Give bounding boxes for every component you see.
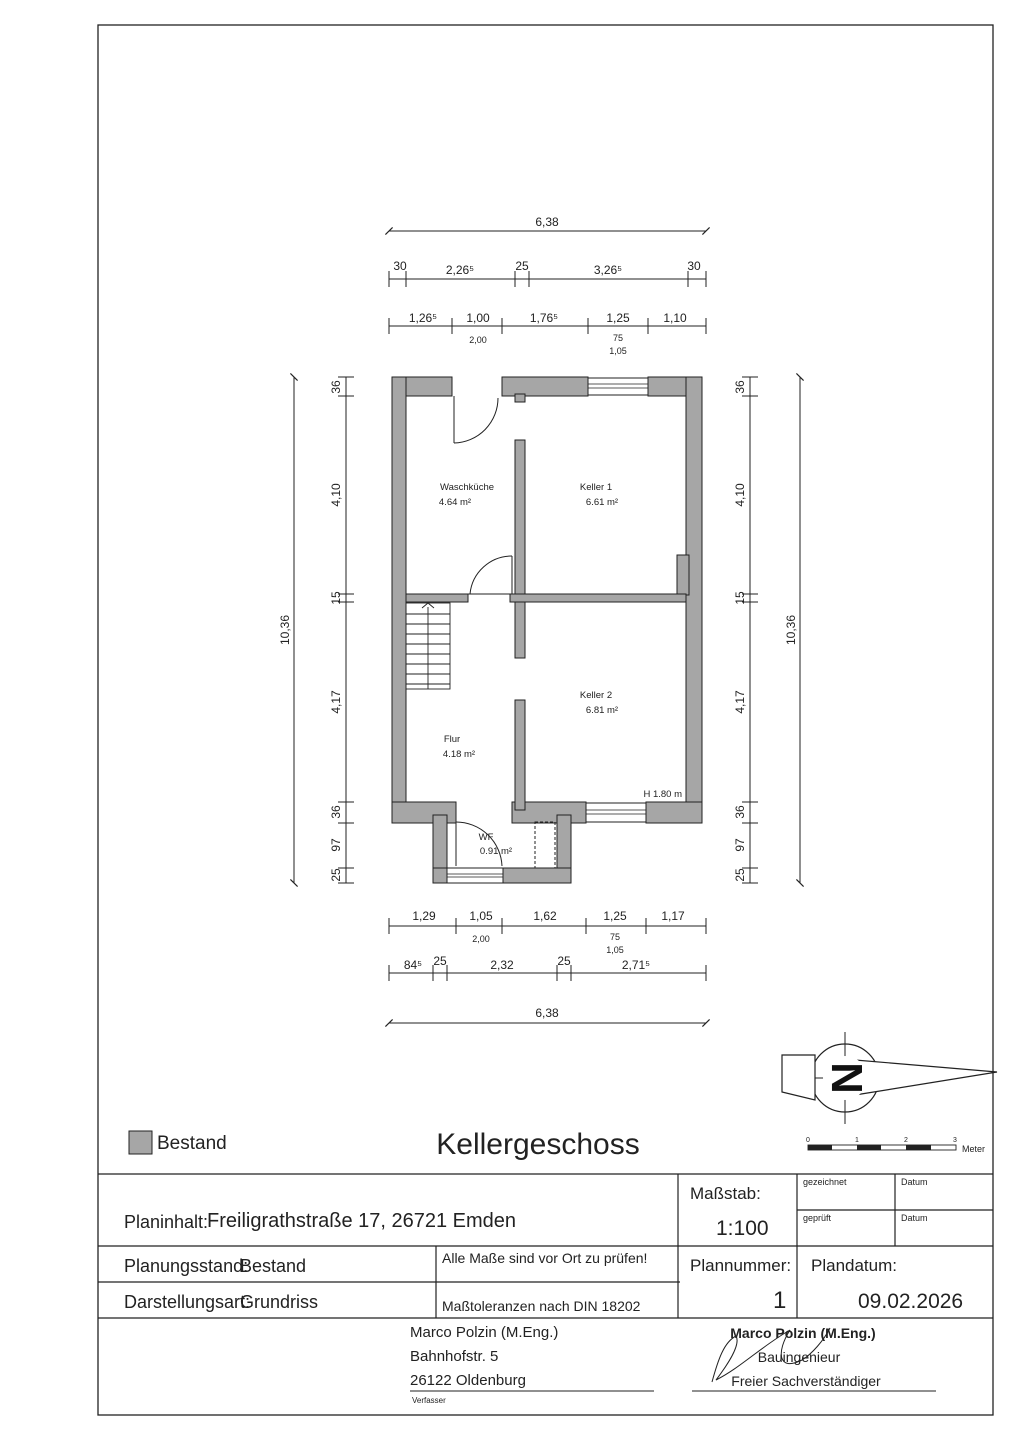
author-name: Marco Polzin (M.Eng.)	[410, 1324, 559, 1341]
note-check: Alle Maße sind vor Ort zu prüfen!	[442, 1250, 648, 1266]
datum-label-1: Datum	[901, 1177, 928, 1187]
planinhalt-value: Freiligrathstraße 17, 26721 Emden	[207, 1210, 517, 1232]
stamp-title: Bauingenieur	[757, 1349, 841, 1365]
wall-stub-top	[515, 394, 525, 402]
room-name-keller-2: Keller 2	[579, 690, 613, 701]
dim-top-r2-4: 1,10	[663, 311, 687, 325]
dim-left-0: 36	[329, 380, 343, 394]
scale-tick-1: 1	[855, 1137, 859, 1144]
plandatum-label: Plandatum:	[811, 1256, 897, 1275]
dim-bot-total: 6,38	[535, 1006, 559, 1020]
dimensions-top-text	[393, 215, 701, 356]
dim-bot-r1-2: 1,62	[533, 909, 557, 923]
dim-bot-r1-sub-1: 75	[609, 932, 621, 942]
dim-top-r2-3: 1,25	[606, 311, 630, 325]
dim-right-5: 97	[733, 838, 747, 852]
scale-unit: Meter	[962, 1144, 986, 1154]
datum-label-2: Datum	[901, 1213, 928, 1223]
dim-left-3: 4,17	[329, 690, 343, 714]
dim-top-r2-sub-0: 2,00	[469, 335, 487, 345]
stamp-role: Freier Sachverständiger	[731, 1373, 881, 1389]
window-bottom	[586, 803, 646, 822]
dim-bot-r1-sub-2: 1,05	[606, 945, 624, 955]
room-area-keller-1: 6.61 m²	[585, 497, 619, 508]
dim-bot-r2-1: 25	[433, 954, 447, 968]
page-title: Kellergeschoss	[436, 1128, 640, 1161]
gezeichnet-label: gezeichnet	[803, 1177, 847, 1187]
interior-wall-horizontal-left	[406, 594, 468, 602]
room-name-wf: WF	[478, 832, 494, 843]
dim-top-r2-0: 1,26⁵	[408, 311, 438, 325]
dim-left-2: 15	[329, 591, 343, 605]
title-block	[98, 1174, 993, 1391]
dim-right-0: 36	[733, 380, 747, 394]
massstab-value: 1:100	[716, 1217, 769, 1240]
interior-wall-vertical-lower	[515, 700, 525, 810]
dim-top-r2-sub-1: 75	[612, 333, 624, 343]
dim-top-r2-2: 1,76⁵	[529, 311, 559, 325]
interior-wall-vertical-upper	[515, 440, 525, 658]
dim-bot-r1-3: 1,25	[603, 909, 627, 923]
darstellungsart-value: Grundriss	[240, 1292, 319, 1312]
dim-left-total: 10,36	[278, 614, 292, 646]
dim-bot-r2-0: 84⁵	[403, 958, 423, 972]
dim-right-1: 4,10	[733, 483, 747, 507]
dim-right-2: 15	[733, 591, 747, 605]
dimensions-left-text	[278, 380, 343, 882]
planungsstand-value: Bestand	[240, 1256, 307, 1276]
dim-left-4: 36	[329, 805, 343, 819]
geprueft-label: geprüft	[803, 1213, 832, 1223]
dim-top-r2-1: 1,00	[466, 311, 490, 325]
dim-bot-r1-sub-0: 2,00	[472, 934, 490, 944]
plandatum-value: 09.02.2026	[858, 1290, 964, 1313]
dim-top-r1-3: 3,26⁵	[593, 263, 623, 277]
room-area-waschkueche: 4.64 m²	[438, 497, 472, 508]
window-annex	[447, 868, 503, 883]
wall-top-mid	[502, 377, 588, 396]
plannummer-label: Plannummer:	[690, 1256, 792, 1275]
dim-bot-r1-4: 1,17	[661, 909, 685, 923]
dim-left-1: 4,10	[329, 483, 343, 507]
dim-top-r1-0: 30	[393, 259, 407, 273]
north-arrow-letter: N	[823, 1062, 872, 1094]
stamp-name: Marco Polzin (M.Eng.)	[730, 1325, 876, 1341]
cabinet-wf	[535, 822, 555, 868]
author-street: Bahnhofstr. 5	[410, 1348, 499, 1365]
author-city: 26122 Oldenburg	[410, 1372, 526, 1389]
dim-bot-r1-1: 1,05	[469, 909, 493, 923]
dim-bot-r2-4: 2,71⁵	[621, 958, 651, 972]
wall-right	[686, 377, 702, 823]
wall-annex-bottom-right	[503, 868, 571, 883]
north-arrow-icon	[782, 1032, 997, 1124]
room-name-waschkueche: Waschküche	[439, 482, 495, 493]
massstab-label: Maßstab:	[690, 1184, 761, 1203]
height-note: H 1.80 m	[643, 789, 682, 800]
interior-wall-horizontal-right	[510, 594, 686, 602]
dim-bot-r2-2: 2,32	[490, 958, 514, 972]
plannummer-value: 1	[773, 1287, 787, 1314]
window-top	[588, 378, 648, 395]
dim-top-r1-1: 2,26⁵	[445, 263, 475, 277]
room-area-keller-2: 6.81 m²	[585, 705, 619, 716]
legend-label: Bestand	[157, 1133, 227, 1154]
door-waschkueche-top	[454, 396, 498, 443]
door-wf	[456, 822, 502, 866]
room-area-wf: 0.91 m²	[479, 846, 513, 857]
verfasser-label: Verfasser	[412, 1396, 446, 1405]
sheet-border	[98, 25, 993, 1415]
dim-top-total: 6,38	[535, 215, 559, 229]
room-labels	[439, 482, 682, 857]
dim-right-3: 4,17	[733, 690, 747, 714]
planungsstand-label: Planungsstand:	[124, 1256, 249, 1276]
darstellungsart-label: Darstellungsart:	[124, 1292, 251, 1312]
dim-right-6: 25	[733, 868, 747, 882]
note-tolerance: Maßtoleranzen nach DIN 18202	[442, 1298, 641, 1314]
scale-bar	[806, 1137, 985, 1154]
wall-bottom-right	[646, 802, 702, 823]
room-area-flur: 4.18 m²	[442, 749, 476, 760]
dim-top-r2-sub-2: 1,05	[609, 346, 627, 356]
dim-left-5: 97	[329, 838, 343, 852]
scale-tick-3: 3	[953, 1137, 957, 1144]
stairs	[406, 603, 450, 689]
wall-annex-bottom-left	[433, 868, 447, 883]
dim-bot-r1-0: 1,29	[412, 909, 436, 923]
door-waschkueche-flur	[468, 556, 512, 594]
dim-right-total: 10,36	[784, 614, 798, 646]
dim-bot-r2-3: 25	[557, 954, 571, 968]
scale-tick-0: 0	[806, 1137, 810, 1144]
wall-left	[392, 377, 406, 823]
planinhalt-label: Planinhalt:	[124, 1212, 209, 1232]
dim-right-4: 36	[733, 805, 747, 819]
dim-left-6: 25	[329, 868, 343, 882]
floor-plan	[392, 377, 702, 883]
dim-top-r1-4: 30	[687, 259, 701, 273]
dimensions-left	[294, 377, 354, 883]
dimensions-right-text	[733, 380, 798, 882]
room-name-keller-1: Keller 1	[579, 482, 613, 493]
dim-top-r1-2: 25	[515, 259, 529, 273]
wall-pier-right	[677, 555, 689, 595]
legend-swatch	[129, 1131, 152, 1154]
room-name-flur: Flur	[443, 734, 461, 745]
scale-tick-2: 2	[904, 1137, 908, 1144]
